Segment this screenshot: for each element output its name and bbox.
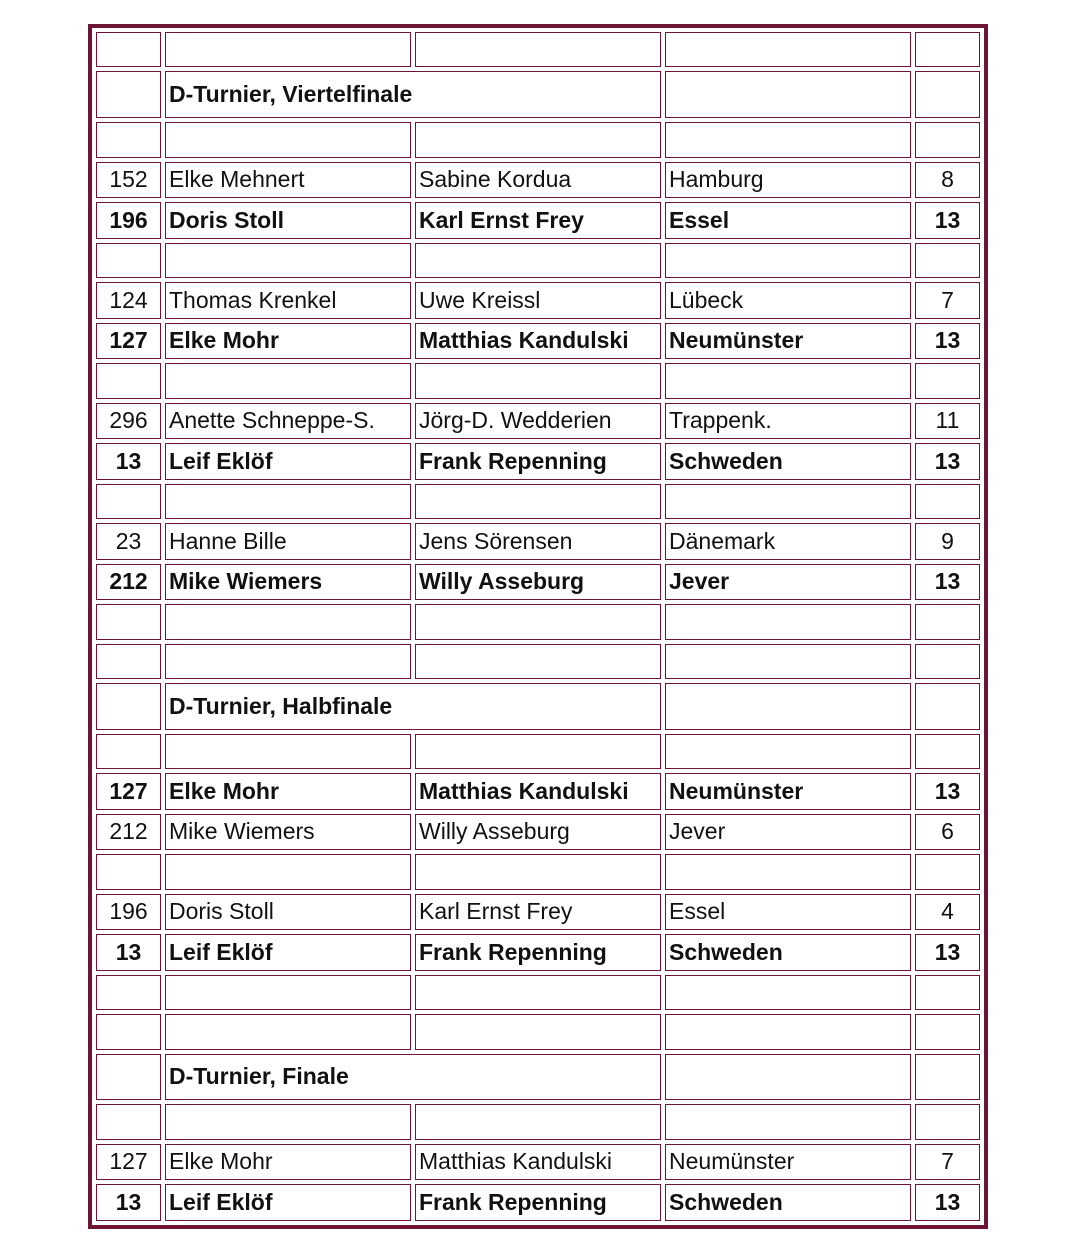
score: 13: [915, 202, 980, 239]
player-2-name: Frank Repenning: [415, 1184, 661, 1221]
score: 8: [915, 162, 980, 199]
score: 13: [915, 443, 980, 480]
team-row-winner: [96, 202, 980, 239]
empty-cell: [96, 32, 161, 67]
team-row-winner: [96, 1184, 980, 1221]
empty-cell: [665, 122, 911, 157]
empty-cell: [665, 1014, 911, 1049]
empty-cell: [415, 854, 661, 889]
empty-cell: [96, 1104, 161, 1139]
empty-cell: [915, 1104, 980, 1139]
empty-cell: [915, 854, 980, 889]
empty-cell: [915, 71, 980, 118]
club-name: Neumünster: [665, 1144, 911, 1181]
empty-cell: [165, 363, 411, 398]
empty-cell: [96, 243, 161, 278]
empty-cell: [665, 363, 911, 398]
player-1-name: Mike Wiemers: [165, 564, 411, 601]
score: 13: [915, 323, 980, 360]
empty-cell: [415, 32, 661, 67]
empty-cell: [96, 1054, 161, 1101]
club-name: Hamburg: [665, 162, 911, 199]
team-row: [96, 894, 980, 931]
empty-cell: [915, 32, 980, 67]
results-table: [88, 24, 988, 1229]
empty-cell: [96, 1014, 161, 1049]
start-number: 13: [96, 1184, 161, 1221]
player-1-name: Mike Wiemers: [165, 814, 411, 851]
section-heading-row: [96, 683, 980, 730]
club-name: Essel: [665, 894, 911, 931]
team-row-winner: [96, 443, 980, 480]
empty-cell: [165, 243, 411, 278]
team-row: [96, 1144, 980, 1181]
player-2-name: Willy Asseburg: [415, 564, 661, 601]
section-heading: D-Turnier, Viertelfinale: [165, 71, 661, 118]
empty-cell: [96, 975, 161, 1010]
team-row: [96, 814, 980, 851]
score: 13: [915, 1184, 980, 1221]
empty-cell: [665, 1054, 911, 1101]
player-1-name: Anette Schneppe-S.: [165, 403, 411, 440]
player-2-name: Karl Ernst Frey: [415, 202, 661, 239]
empty-cell: [415, 975, 661, 1010]
empty-cell: [665, 644, 911, 679]
player-1-name: Elke Mohr: [165, 1144, 411, 1181]
club-name: Schweden: [665, 1184, 911, 1221]
empty-row: [96, 122, 980, 157]
club-name: Jever: [665, 564, 911, 601]
results-table-body: [96, 32, 980, 1221]
score: 7: [915, 282, 980, 319]
start-number: 196: [96, 202, 161, 239]
score: 13: [915, 773, 980, 810]
start-number: 13: [96, 934, 161, 971]
empty-cell: [915, 363, 980, 398]
club-name: Essel: [665, 202, 911, 239]
empty-cell: [96, 854, 161, 889]
empty-cell: [165, 854, 411, 889]
empty-cell: [415, 122, 661, 157]
player-2-name: Frank Repenning: [415, 934, 661, 971]
empty-cell: [665, 32, 911, 67]
player-2-name: Matthias Kandulski: [415, 323, 661, 360]
empty-cell: [915, 734, 980, 769]
empty-cell: [915, 484, 980, 519]
empty-cell: [165, 32, 411, 67]
player-1-name: Thomas Krenkel: [165, 282, 411, 319]
empty-cell: [915, 243, 980, 278]
empty-row: [96, 644, 980, 679]
score: 13: [915, 564, 980, 601]
score: 7: [915, 1144, 980, 1181]
empty-cell: [96, 644, 161, 679]
start-number: 296: [96, 403, 161, 440]
empty-cell: [165, 1104, 411, 1139]
empty-row: [96, 1104, 980, 1139]
team-row-winner: [96, 564, 980, 601]
player-2-name: Matthias Kandulski: [415, 773, 661, 810]
empty-cell: [665, 683, 911, 730]
empty-cell: [96, 683, 161, 730]
score: 6: [915, 814, 980, 851]
section-heading: D-Turnier, Halbfinale: [165, 683, 661, 730]
empty-row: [96, 1014, 980, 1049]
start-number: 23: [96, 523, 161, 560]
empty-row: [96, 975, 980, 1010]
empty-cell: [915, 1014, 980, 1049]
empty-cell: [665, 1104, 911, 1139]
player-2-name: Jörg-D. Wedderien: [415, 403, 661, 440]
empty-row: [96, 484, 980, 519]
club-name: Trappenk.: [665, 403, 911, 440]
player-2-name: Karl Ernst Frey: [415, 894, 661, 931]
player-1-name: Leif Eklöf: [165, 443, 411, 480]
score: 9: [915, 523, 980, 560]
empty-cell: [915, 604, 980, 639]
start-number: 196: [96, 894, 161, 931]
empty-cell: [165, 644, 411, 679]
player-2-name: Sabine Kordua: [415, 162, 661, 199]
empty-cell: [165, 1014, 411, 1049]
club-name: Schweden: [665, 934, 911, 971]
empty-cell: [415, 484, 661, 519]
empty-row: [96, 243, 980, 278]
empty-cell: [415, 1014, 661, 1049]
empty-cell: [415, 1104, 661, 1139]
empty-row: [96, 734, 980, 769]
empty-cell: [665, 854, 911, 889]
empty-cell: [96, 484, 161, 519]
empty-row: [96, 363, 980, 398]
score: 4: [915, 894, 980, 931]
empty-cell: [915, 122, 980, 157]
player-2-name: Frank Repenning: [415, 443, 661, 480]
empty-cell: [415, 243, 661, 278]
empty-cell: [96, 122, 161, 157]
player-1-name: Doris Stoll: [165, 202, 411, 239]
start-number: 127: [96, 773, 161, 810]
empty-cell: [665, 975, 911, 1010]
player-2-name: Matthias Kandulski: [415, 1144, 661, 1181]
team-row: [96, 282, 980, 319]
section-heading-row: [96, 1054, 980, 1101]
player-1-name: Elke Mohr: [165, 323, 411, 360]
empty-cell: [165, 604, 411, 639]
empty-cell: [415, 734, 661, 769]
empty-row: [96, 32, 980, 67]
team-row: [96, 403, 980, 440]
club-name: Lübeck: [665, 282, 911, 319]
player-1-name: Elke Mohr: [165, 773, 411, 810]
team-row-winner: [96, 773, 980, 810]
team-row-winner: [96, 934, 980, 971]
section-heading: D-Turnier, Finale: [165, 1054, 661, 1101]
empty-cell: [96, 604, 161, 639]
club-name: Dänemark: [665, 523, 911, 560]
empty-row: [96, 854, 980, 889]
score: 13: [915, 934, 980, 971]
player-2-name: Uwe Kreissl: [415, 282, 661, 319]
empty-row: [96, 604, 980, 639]
empty-cell: [665, 71, 911, 118]
player-2-name: Jens Sörensen: [415, 523, 661, 560]
empty-cell: [165, 122, 411, 157]
start-number: 127: [96, 323, 161, 360]
empty-cell: [415, 604, 661, 639]
player-1-name: Hanne Bille: [165, 523, 411, 560]
start-number: 212: [96, 564, 161, 601]
empty-cell: [165, 484, 411, 519]
empty-cell: [96, 734, 161, 769]
empty-cell: [165, 975, 411, 1010]
team-row: [96, 523, 980, 560]
empty-cell: [96, 71, 161, 118]
empty-cell: [96, 363, 161, 398]
empty-cell: [165, 734, 411, 769]
player-1-name: Leif Eklöf: [165, 934, 411, 971]
team-row: [96, 162, 980, 199]
player-1-name: Doris Stoll: [165, 894, 411, 931]
empty-cell: [665, 604, 911, 639]
player-1-name: Leif Eklöf: [165, 1184, 411, 1221]
club-name: Schweden: [665, 443, 911, 480]
empty-cell: [665, 734, 911, 769]
start-number: 212: [96, 814, 161, 851]
empty-cell: [665, 243, 911, 278]
player-2-name: Willy Asseburg: [415, 814, 661, 851]
club-name: Jever: [665, 814, 911, 851]
start-number: 127: [96, 1144, 161, 1181]
empty-cell: [665, 484, 911, 519]
player-1-name: Elke Mehnert: [165, 162, 411, 199]
score: 11: [915, 403, 980, 440]
empty-cell: [415, 363, 661, 398]
empty-cell: [915, 975, 980, 1010]
section-heading-row: [96, 71, 980, 118]
empty-cell: [915, 683, 980, 730]
club-name: Neumünster: [665, 773, 911, 810]
empty-cell: [415, 644, 661, 679]
team-row-winner: [96, 323, 980, 360]
club-name: Neumünster: [665, 323, 911, 360]
start-number: 13: [96, 443, 161, 480]
empty-cell: [915, 644, 980, 679]
start-number: 124: [96, 282, 161, 319]
start-number: 152: [96, 162, 161, 199]
empty-cell: [915, 1054, 980, 1101]
